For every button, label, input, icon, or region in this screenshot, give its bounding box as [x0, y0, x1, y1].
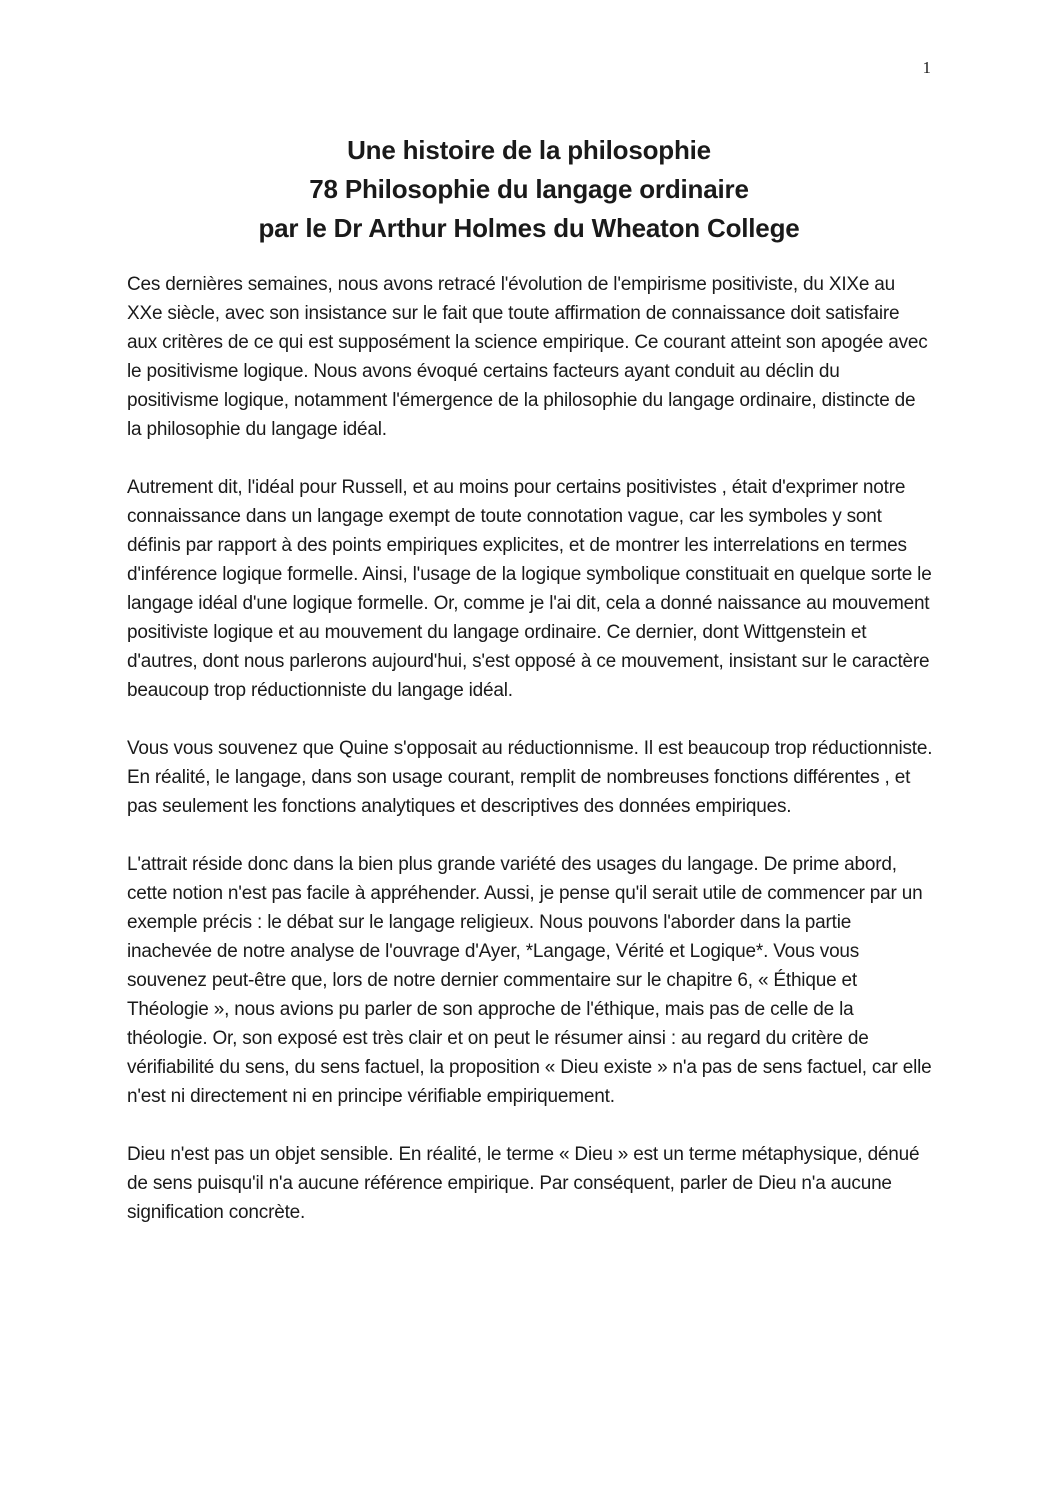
- paragraph-2: Autrement dit, l'idéal pour Russell, et au moins pour certains positivistes , était d'exprimer notre connaissance dans un langage exempt de toute connotation vague, car les symboles y sont définis par rapport à des points empiriques explicites, et de montrer les interrelations en termes d'inférence logique formelle. Ainsi, l'usage de la logique symbolique constituait en quelque sorte le langage idéal d'une logique formelle. Or, comme je l'ai dit, cela a donné naissance au mouvement positiviste logique et au mouvement du langage ordinaire. Ce dernier, dont Wittgenstein et d'autres, dont nous parlerons aujourd'hui, s'est opposé à ce mouvement, insistant sur le caractère beaucoup trop réductionniste du langage idéal.: [127, 477, 932, 701]
- page-number: 1: [922, 58, 931, 77]
- title-line-3: par le Dr Arthur Holmes du Wheaton College: [258, 213, 800, 243]
- document-title: [0, 131, 1058, 248]
- paragraph-5: Dieu n'est pas un objet sensible. En réalité, le terme « Dieu » est un terme métaphysique, dénué de sens puisqu'il n'a aucune référence empirique. Par conséquent, parler de Dieu n'a aucune signification concrète.: [127, 1144, 920, 1223]
- document-body: [127, 270, 933, 1256]
- paragraph-3: Vous vous souvenez que Quine s'opposait au réductionnisme. Il est beaucoup trop réductionniste. En réalité, le langage, dans son usage courant, remplit de nombreuses fonctions différentes , et pas seulement les fonctions analytiques et descriptives des données empiriques.: [127, 738, 933, 817]
- paragraph-1: Ces dernières semaines, nous avons retracé l'évolution de l'empirisme positiviste, du XIXe au XXe siècle, avec son insistance sur le fait que toute affirmation de connaissance doit satisfaire aux critères de ce qui est supposément la science empirique. Ce courant atteint son apogée avec le positivisme logique. Nous avons évoqué certains facteurs ayant conduit au déclin du positivisme logique, notamment l'émergence de la philosophie du langage ordinaire, distincte de la philosophie du langage idéal.: [127, 274, 928, 440]
- title-line-1: Une histoire de la philosophie: [347, 135, 711, 165]
- paragraph-4: L'attrait réside donc dans la bien plus grande variété des usages du langage. De prime abord, cette notion n'est pas facile à appréhender. Aussi, je pense qu'il serait utile de commencer par un exemple précis : le débat sur le langage religieux. Nous pouvons l'aborder dans la partie inachevée de notre analyse de l'ouvrage d'Ayer, *Langage, Vérité et Logique*. Vous vous souvenez peut-être que, lors de notre dernier commentaire sur le chapitre 6, « Éthique et Théologie », nous avions pu parler de son approche de l'éthique, mais pas de celle de la théologie. Or, son exposé est très clair et on peut le résumer ainsi : au regard du critère de vérifiabilité du sens, du sens factuel, la proposition « Dieu existe » n'a pas de sens factuel, car elle n'est ni directement ni en principe vérifiable empiriquement.: [127, 854, 932, 1107]
- title-line-2: 78 Philosophie du langage ordinaire: [309, 174, 749, 204]
